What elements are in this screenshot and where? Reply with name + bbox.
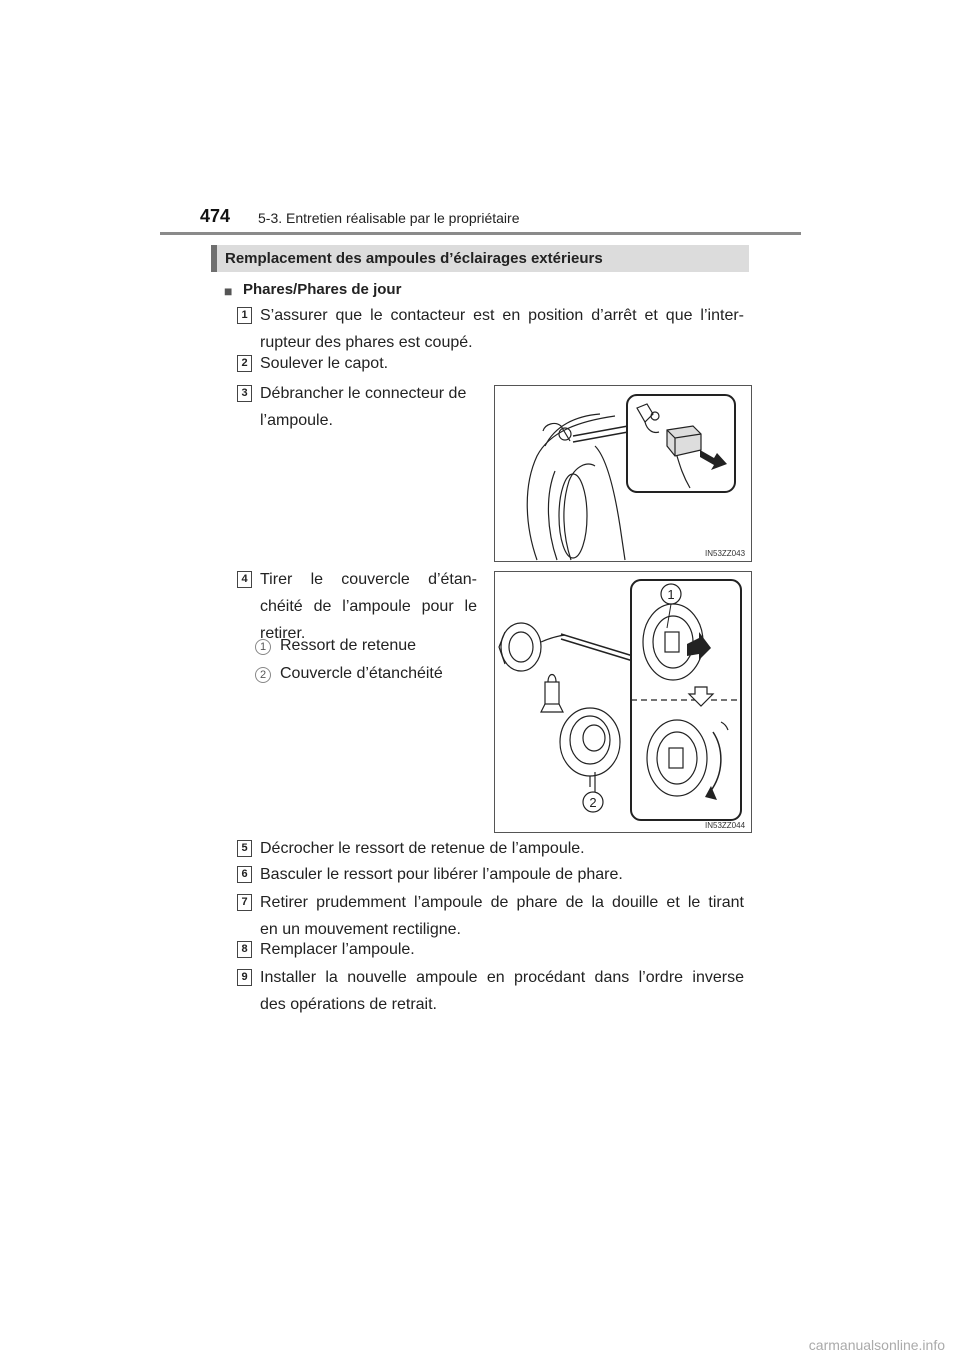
- step-line: chéité de l’ampoule pour le: [260, 598, 477, 615]
- step-text: [260, 936, 415, 963]
- step-line: Basculer le ressort pour libérer l’ampoule de phare.: [260, 866, 623, 883]
- step-text: [260, 835, 585, 862]
- callout-number: 1: [255, 639, 271, 655]
- step-number: 3: [237, 385, 252, 402]
- step-number: 1: [237, 307, 252, 324]
- banner-title: Remplacement des ampoules d’éclairages extérieurs: [225, 250, 603, 267]
- step-number: 8: [237, 941, 252, 958]
- step-line: retirer.: [260, 625, 306, 642]
- step-text: [260, 566, 477, 647]
- callout-text: Ressort de retenue: [280, 637, 417, 654]
- step-line: rupteur des phares est coupé.: [260, 334, 473, 351]
- step-text: [260, 861, 623, 888]
- callout-text: Couvercle d’étanchéité: [280, 665, 443, 682]
- banner-accent-bar: [211, 245, 217, 272]
- page-number: 474: [200, 206, 231, 226]
- subheading: Phares/Phares de jour: [243, 281, 402, 298]
- figure-code: IN53ZZ043: [705, 549, 746, 558]
- step-line: Décrocher le ressort de retenue de l’ampoule.: [260, 840, 585, 857]
- figure-label-1: 1: [667, 587, 675, 602]
- step-text: [260, 302, 744, 356]
- step-line: en un mouvement rectiligne.: [260, 921, 461, 938]
- step-text: [260, 380, 480, 434]
- subheading-marker-icon: ■: [224, 283, 233, 299]
- callout-number: 2: [255, 667, 271, 683]
- step-line: Remplacer l’ampoule.: [260, 941, 415, 958]
- step-number: 5: [237, 840, 252, 857]
- step-text: [260, 889, 744, 943]
- figure-headlight-connector: [494, 385, 752, 562]
- step-line: Installer la nouvelle ampoule en procédant dans l’ordre inverse: [260, 969, 744, 986]
- watermark: carmanualsonline.info: [808, 1337, 945, 1353]
- step-number: 4: [237, 571, 252, 588]
- step-number: 6: [237, 866, 252, 883]
- step-line: des opérations de retrait.: [260, 996, 437, 1013]
- step-number: 2: [237, 355, 252, 372]
- figure-seal-cover: [494, 571, 752, 833]
- step-line: Retirer prudemment l’ampoule de phare de la douille et le tirant: [260, 894, 744, 911]
- step-line: Débrancher le connecteur de: [260, 385, 467, 402]
- step-text: [260, 350, 388, 377]
- step-line: l’ampoule.: [260, 412, 333, 429]
- step-text: [260, 964, 744, 1018]
- step-line: Soulever le capot.: [260, 355, 389, 372]
- section-title: 5-3. Entretien réalisable par le propriétaire: [258, 210, 520, 226]
- step-number: 9: [237, 969, 252, 986]
- figure-label-2: 2: [589, 795, 597, 810]
- step-number: 7: [237, 894, 252, 911]
- seal-cover-illustration: [495, 572, 751, 832]
- section-banner: [211, 245, 749, 272]
- step-line: S’assurer que le contacteur est en position d’arrêt et que l’inter-: [260, 307, 744, 324]
- figure-code: IN53ZZ044: [705, 821, 746, 830]
- header-divider: [160, 232, 801, 235]
- headlight-connector-illustration: [495, 386, 751, 561]
- step-line: Tirer le couvercle d’étan-: [260, 571, 477, 588]
